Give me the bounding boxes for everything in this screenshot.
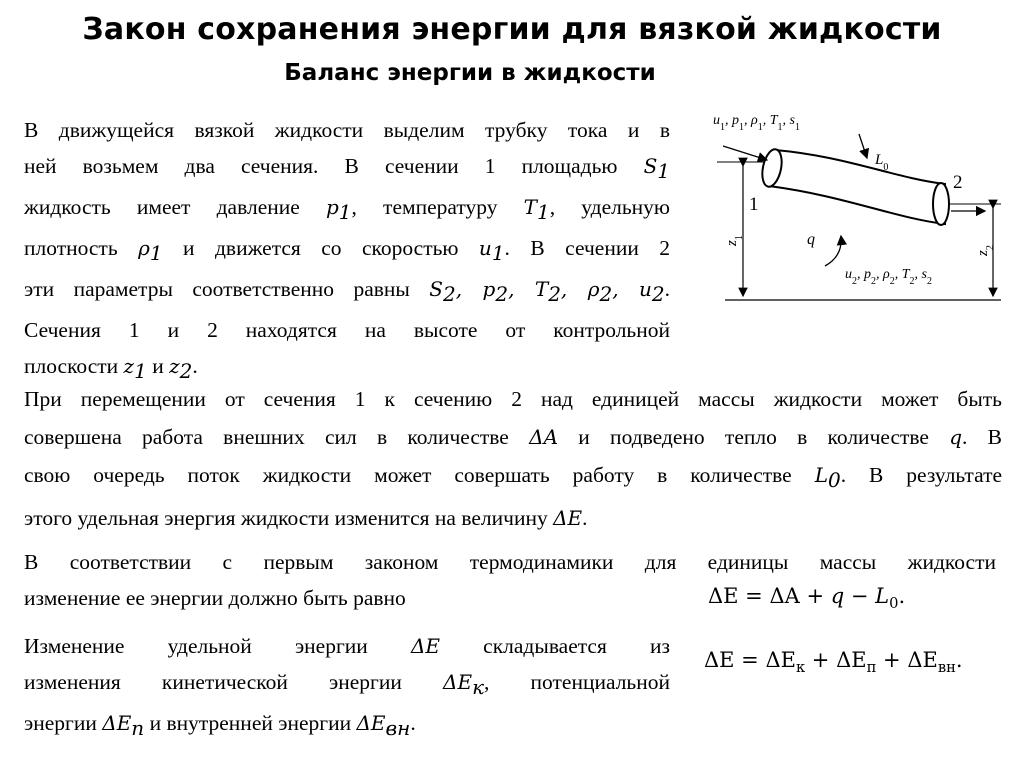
z1-label: $z_1$ (724, 235, 745, 246)
section1-ellipse (759, 148, 785, 189)
paragraph-work-heat (24, 380, 1002, 537)
inlet-params-label: $u_1$, $p_1$, $\rho_1$, $T_1$, $s_1$ (713, 113, 800, 133)
text-line: Изменение удельной энергии ΔE складывается из (24, 634, 671, 658)
inlet-arrow (723, 146, 767, 160)
heat-label: q (807, 231, 815, 248)
section2-ellipse (933, 183, 949, 225)
z2-label: $z_2$ (975, 245, 996, 256)
text-line: совершена работа внешних сил в количестве ΔA и подведено тепло в количестве q. В (24, 425, 1003, 449)
text-line: плоскости $z_1$ и $z_2$. (24, 354, 198, 383)
paragraph-energy-components (24, 628, 670, 746)
text-line: Сечения 1 и 2 находятся на высоте от контрольной (24, 318, 670, 342)
paragraph-streamtube-intro (24, 112, 670, 389)
text-line: изменение ее энергии должно быть равно (24, 586, 406, 610)
streamtube (769, 150, 945, 224)
formula-energy-decomposition: $\Delta E = \Delta E_к + \Delta E_п + \Delta E_{вн}$. (704, 648, 963, 677)
formula-energy-balance: $\Delta E = \Delta A + q - L_0$. (708, 584, 906, 613)
streamtube-diagram (705, 104, 1005, 304)
text-line: этого удельная энергия жидкости изменится на величину ΔE. (24, 506, 588, 530)
work-arrow (859, 134, 867, 158)
text-line: При перемещении от сечения 1 к сечению 2 над единицей массы жидкости может быть (24, 387, 1002, 411)
outlet-params-label: $u_2$, $p_2$, $\rho_2$, $T_2$, $s_2$ (845, 267, 932, 287)
text-line: свою очередь поток жидкости может совершать работу в количестве $L_0$. В результате (24, 463, 1003, 492)
heat-arrow (825, 236, 841, 266)
section2-label: 2 (953, 172, 963, 193)
text-line: жидкость имеет давление $p_1$, температуру $T_1$, удельную (24, 195, 670, 224)
slide-title: Закон сохранения энергии для вязкой жидкости (82, 12, 942, 47)
work-label: $L_0$ (875, 152, 889, 173)
text-line: В движущейся вязкой жидкости выделим трубку тока и в (24, 118, 670, 142)
text-line: плотность $\rho_1$ и движется со скоростью $u_1$. В сечении 2 (24, 236, 671, 265)
slide-subtitle: Баланс энергии в жидкости (284, 60, 656, 86)
section1-label: 1 (749, 194, 759, 215)
text-line: эти параметры соответственно равны $S_2$, $p_2$, $T_2$, $\rho_2$, $u_2$. (24, 277, 670, 306)
text-line: энергии $\Delta E_п$ и внутренней энергии $\Delta E_{вн}$. (24, 711, 416, 740)
text-line: ней возьмем два сечения. В сечении 1 площадью $S_1$ (24, 154, 670, 183)
text-line: В соответствии с первым законом термодинамики для единицы массы жидкости (24, 550, 996, 574)
text-line: изменения кинетической энергии $\Delta E_к$, потенциальной (24, 670, 670, 699)
